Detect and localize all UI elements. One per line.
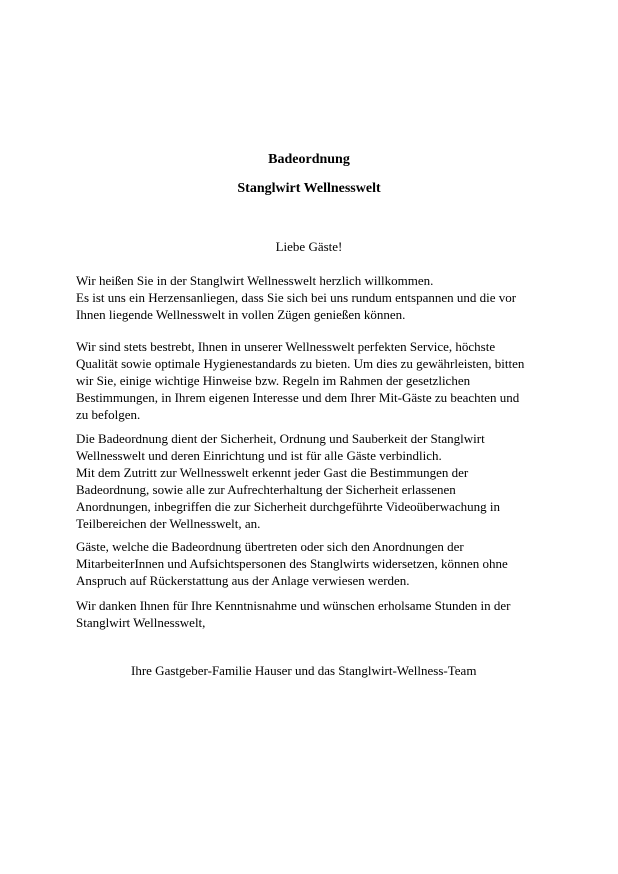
document-subtitle: Stanglwirt Wellnesswelt [237,181,381,196]
text-line: Qualität sowie optimale Hygienestandards zu bieten. Um dies zu gewährleisten, bitten [76,356,525,371]
text-line: Die Badeordnung dient der Sicherheit, Ordnung und Sauberkeit der Stanglwirt [76,431,485,446]
text-line: Mit dem Zutritt zur Wellnesswelt erkennt jeder Gast die Bestimmungen der [76,465,469,480]
document-title: Badeordnung [268,152,350,167]
text-line: Gäste, welche die Badeordnung übertreten oder sich den Anordnungen der [76,539,464,554]
text-line: Ihnen liegende Wellnesswelt in vollen Zügen genießen können. [76,307,406,322]
text-line: Teilbereichen der Wellnesswelt, an. [76,516,261,531]
greeting: Liebe Gäste! [275,239,343,254]
text-line: Wellnesswelt und deren Einrichtung und ist für alle Gäste verbindlich. [76,448,442,463]
text-line: Anspruch auf Rückerstattung aus der Anlage verwiesen werden. [76,573,410,588]
paragraph-service [76,338,556,423]
text-line: Stanglwirt Wellnesswelt, [76,615,206,630]
paragraph-thanks [76,597,556,631]
text-line: Wir danken Ihnen für Ihre Kenntnisnahme und wünschen erholsame Stunden in der [76,598,511,613]
paragraph-violations [76,538,556,589]
text-line: MitarbeiterInnen und Aufsichtspersonen des Stanglwirts widersetzen, können ohne [76,556,508,571]
text-line: Wir heißen Sie in der Stanglwirt Wellnesswelt herzlich willkommen. [76,273,434,288]
text-line: Wir sind stets bestrebt, Ihnen in unserer Wellnesswelt perfekten Service, höchste [76,339,496,354]
text-line: Es ist uns ein Herzensanliegen, dass Sie sich bei uns rundum entspannen und die vor [76,290,517,305]
text-line: Anordnungen, inbegriffen die zur Sicherheit durchgeführte Videoüberwachung in [76,499,500,514]
text-line: zu befolgen. [76,407,141,422]
text-line: Bestimmungen, in Ihrem eigenen Interesse und dem Ihrer Mit-Gäste zu beachten und [76,390,520,405]
paragraph-welcome [76,272,556,323]
text-line: Badeordnung, sowie alle zur Aufrechterhaltung der Sicherheit erlassenen [76,482,456,497]
signature: Ihre Gastgeber-Familie Hauser und das Stanglwirt-Wellness-Team [131,663,477,678]
text-line: wir Sie, einige wichtige Hinweise bzw. Regeln im Rahmen der gesetzlichen [76,373,471,388]
paragraph-rules [76,430,556,532]
